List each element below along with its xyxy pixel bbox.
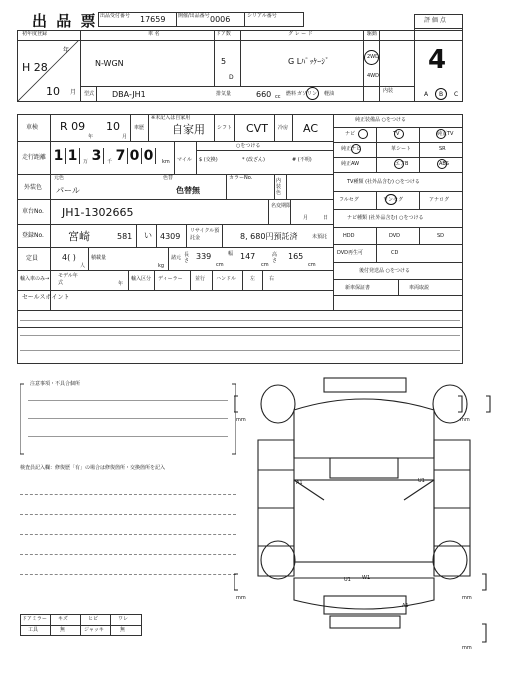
mile-label: マイル — [177, 157, 192, 163]
score-value: 4 — [428, 45, 447, 75]
doc-no: 17659 — [140, 15, 166, 24]
mileage-digit: 0 — [128, 148, 142, 164]
doors-label: ドア数 — [216, 31, 231, 37]
footer-cell: 工具 — [28, 627, 39, 633]
odo-swap: $ (交換) — [199, 157, 218, 163]
ext-color-label: 外装色 — [24, 184, 43, 191]
title-expiry-label: 名変期限 — [271, 203, 292, 209]
selected-circle — [364, 50, 379, 65]
doors: 5 — [221, 57, 227, 66]
reg-kana: い — [144, 231, 152, 240]
cd: CD — [391, 250, 399, 256]
lane-no: 0006 — [210, 15, 231, 24]
damage-u1-right: U1 — [418, 478, 425, 484]
equip-tv: TV — [393, 131, 400, 137]
dvd-playback: DVD再生可 — [337, 250, 364, 256]
load-unit: kg — [158, 263, 165, 269]
damage-a1-left: A1 — [296, 480, 303, 486]
recycle-label: リサイクル預託金 — [190, 228, 220, 241]
selected-circle — [385, 194, 397, 205]
mm-label: mm — [462, 595, 472, 601]
equip-oem-aw: 純正AW — [341, 161, 360, 167]
first-reg-era: H 28 — [22, 61, 48, 74]
ac-label: 冷房 — [278, 125, 289, 131]
import-kind-label: 輸入区分 — [131, 276, 152, 282]
grade-col-label: グ レ ー ド — [288, 31, 313, 37]
parallel-option: 並行 — [195, 276, 206, 282]
dealer-option: ディーラー — [158, 276, 183, 282]
selected-circle — [306, 87, 319, 100]
shift-label: シフト — [217, 125, 233, 131]
selected-circle — [351, 144, 361, 154]
oem-label: 純正装備品 ○をつける — [355, 117, 406, 123]
year-mark: 年 — [118, 281, 124, 287]
chassis-no: JH1-1302665 — [62, 206, 134, 219]
selected-circle — [394, 129, 404, 139]
equip-leather: 革シート — [391, 146, 412, 152]
inspection-month: 10 — [106, 120, 120, 133]
doc-no-label: 出品受付番号 — [100, 13, 131, 19]
new-car-warranty: 新車保証書 — [345, 285, 371, 291]
month-mark: 月 — [303, 215, 309, 221]
orig-color-label: 元色 — [54, 175, 65, 181]
length: 339 — [196, 252, 212, 261]
fuel-label: 燃料 — [286, 91, 297, 97]
car-history-label: 車歴 — [134, 125, 145, 131]
year-unit: 年 — [63, 47, 70, 54]
footer-header: ワレ — [118, 616, 129, 622]
interior-a: A — [424, 91, 429, 98]
inspector-label: 検査員記入欄：修復歴「有」の場合は修復箇所・交換箇所を記入 — [20, 465, 166, 471]
navi-label: ナビ種類 (社外品含む) ○をつける — [347, 215, 424, 221]
navi-dvd: DVD — [389, 233, 401, 239]
len-label: 長さ — [184, 252, 190, 264]
serial-label: シリアル番号 — [247, 13, 277, 19]
ac: AC — [303, 122, 319, 135]
tv-oneseg: ワンセグ — [383, 197, 404, 203]
damage-a1-bottom: A1 — [402, 603, 409, 609]
disp-label: 排気量 — [216, 91, 232, 97]
color-no-label: カラーNo. — [229, 175, 253, 181]
color-change: 色替無 — [176, 186, 200, 195]
cm-unit: cm — [216, 262, 224, 268]
import-label: 輸入車のみ→ — [20, 276, 50, 282]
mileage-digit: 1 — [52, 148, 66, 164]
equip-navi: ナビ — [345, 131, 356, 137]
first-reg-month: 10 — [46, 85, 60, 98]
post-label: 後付発送品 ○をつける — [359, 268, 410, 274]
selected-circle — [358, 129, 368, 139]
issues-label: 注意事項・不具合個所 — [30, 381, 81, 387]
width: 147 — [240, 252, 256, 261]
navi-hdd: HDD — [343, 233, 355, 239]
grade: G Lﾊﾟｯｹｰｼﾞ — [288, 57, 330, 66]
model-label: 型式 — [84, 91, 95, 97]
car-name: N-WGN — [95, 59, 124, 68]
sales-point-label: セールスポイント — [22, 294, 70, 301]
drive-2wd: 2WD — [367, 54, 379, 60]
int-color-label: 内装色 — [276, 178, 282, 196]
km-unit: km — [162, 159, 170, 165]
lane-label: 開催/出品番号 — [178, 13, 210, 19]
recycle: 8, 680円預託済 — [240, 232, 298, 241]
mileage-digit: 7 — [114, 148, 128, 164]
equip-airbag: エアB — [395, 161, 409, 167]
footer-header: ヒビ — [88, 616, 99, 622]
selected-circle — [437, 159, 447, 169]
model: DBA-JH1 — [112, 90, 146, 99]
footer-cell: ジャッキ — [84, 627, 104, 633]
color-change-label: 色替 — [163, 175, 174, 181]
mm-label: mm — [462, 645, 472, 651]
footer-header: ドアミラー — [22, 616, 47, 622]
equip-oem-tv: 純正TV — [437, 131, 454, 137]
diesel-label: 軽油 — [324, 91, 335, 97]
mileage-digit: 1 — [66, 148, 80, 164]
handle-left: 左 — [250, 276, 256, 282]
equip-abs: ABS — [439, 161, 449, 167]
equipment-panel — [333, 114, 463, 310]
owner-manual: 車両取説 — [409, 285, 430, 291]
displacement: 660 — [256, 90, 272, 99]
equip-sr: SR — [439, 146, 446, 152]
inspection-month-unit: 月 — [122, 134, 128, 140]
capacity: 4( ) — [62, 253, 76, 262]
selected-circle — [394, 159, 404, 169]
reg-label: 登録No. — [22, 232, 44, 239]
inspection-date: R 09 — [60, 120, 86, 133]
first-reg-label: 初年度登録 — [22, 31, 48, 37]
handle-right: 右 — [269, 276, 275, 282]
sen-unit: 千 — [107, 159, 113, 165]
recycle-unpaid: 未預託 — [312, 234, 328, 240]
cm-unit: cm — [261, 262, 269, 268]
selected-circle — [435, 88, 447, 100]
fuel-gasoline: ガソリン — [297, 91, 318, 97]
drive-label: 駆動 — [367, 31, 378, 37]
reg-area: 宮崎 — [68, 230, 90, 243]
dims-label: 諸元 — [171, 255, 182, 261]
car-history-note: ※未記入は自家用 — [151, 115, 191, 121]
month-unit: 月 — [70, 89, 77, 96]
shift: CVT — [246, 122, 268, 135]
drive-4wd: 4WD — [367, 73, 379, 79]
tv-label: TV種類 (社外品含む) ○をつける — [347, 179, 420, 185]
mm-label: mm — [236, 595, 246, 601]
interior-b: B — [439, 91, 444, 98]
mileage-label: 走行距離 — [22, 154, 47, 161]
footer-cell: 無 — [60, 627, 66, 633]
navi-sd: SD — [437, 233, 445, 239]
tv-fullseg: フルセグ — [339, 197, 359, 203]
mileage-digit: 3 — [90, 148, 104, 164]
selected-circle — [436, 129, 446, 139]
odo-tamper: * (改ざん) — [242, 157, 265, 163]
inspection-year-unit: 年 — [88, 134, 94, 140]
footer-header: キズ — [58, 616, 68, 622]
model-year-label: モデル年式 — [58, 273, 78, 286]
reg-class: 581 — [117, 232, 133, 241]
mm-label: mm — [460, 417, 470, 423]
handle-label: ハンドル — [216, 276, 237, 282]
circle-note: ○をつける — [236, 143, 261, 149]
load-label: 積載量 — [91, 255, 107, 261]
disp-unit: cc — [275, 94, 281, 100]
tv-analog: アナログ — [429, 197, 450, 203]
mm-label: mm — [236, 417, 246, 423]
hgt-label: 高さ — [272, 252, 278, 264]
reg-num: 4309 — [160, 232, 181, 241]
inspection-label: 車検 — [26, 124, 39, 131]
car-name-label: 車 名 — [148, 31, 160, 37]
height: 165 — [288, 252, 304, 261]
car-damage-diagram — [234, 370, 494, 660]
odo-unknown: # (不明) — [292, 157, 312, 163]
form-title: 出 品 票 — [32, 12, 98, 30]
chassis-label: 車台No. — [22, 208, 44, 215]
interior-label: 内装 — [383, 88, 394, 94]
door-sub: D — [229, 74, 234, 81]
interior-c: C — [454, 91, 459, 98]
equip-oem-navi: 純正ナビ — [341, 146, 362, 152]
ext-color: パール — [56, 186, 80, 195]
capacity-label: 定員 — [26, 255, 39, 262]
man-unit: 万 — [83, 159, 89, 165]
cm-unit: cm — [308, 262, 316, 268]
mileage-digit: 0 — [142, 148, 156, 164]
damage-u1-bottom: U1 — [344, 577, 351, 583]
score-label: 評 価 点 — [424, 17, 446, 24]
footer-cell: 無 — [120, 627, 126, 633]
wid-label: 幅 — [228, 251, 234, 257]
damage-w1: W1 — [362, 575, 371, 581]
capacity-unit: 人 — [80, 263, 86, 269]
day-mark: 日 — [323, 215, 329, 221]
car-history: 自家用 — [172, 123, 205, 136]
